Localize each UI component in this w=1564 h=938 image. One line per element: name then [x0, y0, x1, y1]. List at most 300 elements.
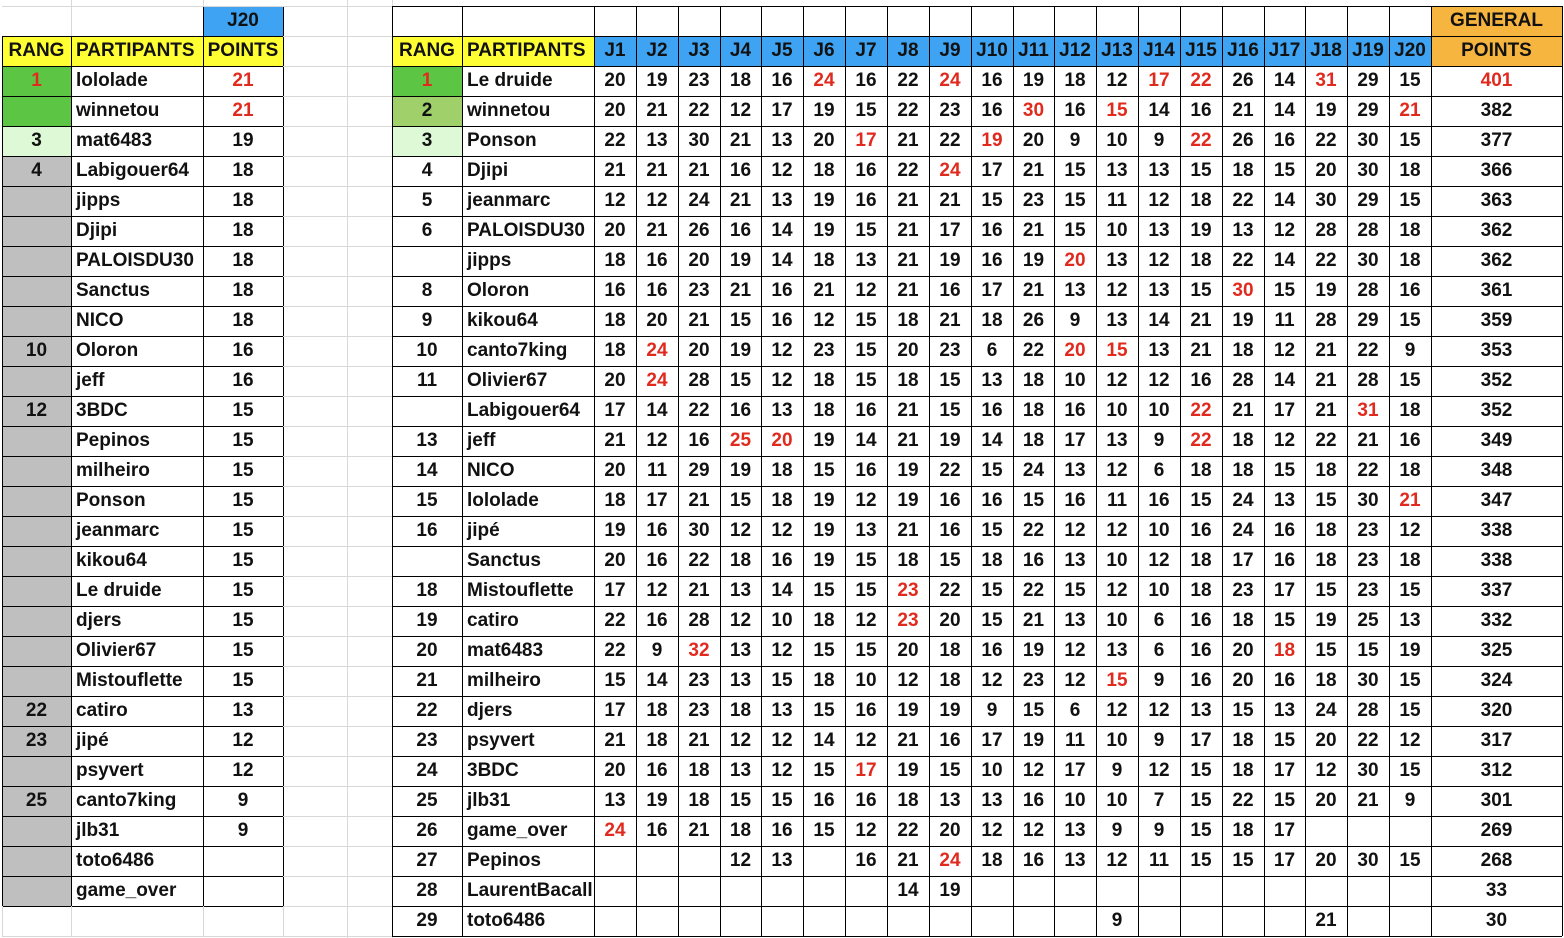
score-cell[interactable]: 18	[604, 310, 626, 331]
score-cell[interactable]	[971, 876, 1013, 906]
score-cell[interactable]: 21	[1022, 610, 1045, 631]
score-cell[interactable]: 12	[813, 310, 835, 331]
score-cell[interactable]: 18	[1064, 70, 1086, 91]
score-cell[interactable]: 24	[939, 70, 961, 91]
total-points-cell[interactable]: 362	[1480, 250, 1513, 271]
score-cell[interactable]: 21	[1315, 400, 1337, 421]
score-cell[interactable]: 17	[1190, 730, 1212, 751]
right-participant-cell[interactable]: lololade	[467, 490, 539, 511]
score-cell[interactable]: 12	[1315, 760, 1337, 781]
right-rank-cell[interactable]: 9	[421, 310, 433, 331]
score-cell[interactable]: 23	[1357, 550, 1379, 571]
right-participant-cell[interactable]: catiro	[467, 610, 519, 631]
left-points-cell[interactable]: 15	[232, 460, 254, 481]
score-cell[interactable]: 19	[939, 250, 961, 271]
score-cell[interactable]: 19	[939, 880, 961, 901]
score-cell[interactable]: 21	[897, 280, 919, 301]
score-cell[interactable]: 23	[688, 670, 710, 691]
score-cell[interactable]: 12	[1106, 580, 1128, 601]
score-cell[interactable]: 23	[939, 100, 961, 121]
score-cell[interactable]: 24	[939, 160, 961, 181]
score-cell[interactable]: 18	[604, 250, 626, 271]
score-cell[interactable]: 12	[1148, 250, 1170, 271]
score-cell[interactable]: 19	[729, 250, 752, 271]
score-cell[interactable]: 10	[1064, 790, 1086, 811]
score-cell[interactable]: 12	[1106, 370, 1128, 391]
score-cell[interactable]: 24	[646, 370, 668, 391]
score-cell[interactable]: 17	[604, 700, 626, 721]
score-cell[interactable]: 14	[855, 430, 877, 451]
score-cell[interactable]: 12	[1106, 520, 1128, 541]
score-cell[interactable]: 15	[981, 460, 1003, 481]
left-rank-cell[interactable]: 4	[2, 156, 71, 186]
score-cell[interactable]	[845, 906, 887, 936]
right-participant-cell[interactable]: jlb31	[467, 790, 511, 811]
left-points-cell[interactable]: 15	[232, 640, 254, 661]
left-rank-cell[interactable]	[2, 96, 71, 126]
score-cell[interactable]: 15	[1315, 640, 1337, 661]
right-rank-cell[interactable]: 21	[416, 670, 438, 691]
score-cell[interactable]: 17	[1273, 580, 1296, 601]
right-participant-cell[interactable]: mat6483	[467, 640, 544, 661]
score-cell[interactable]: 12	[729, 730, 752, 751]
score-cell[interactable]: 16	[1399, 280, 1421, 301]
score-cell[interactable]: 15	[981, 610, 1003, 631]
score-cell[interactable]	[1264, 876, 1305, 906]
left-rank-cell[interactable]	[2, 306, 71, 336]
score-cell[interactable]: 28	[688, 610, 710, 631]
score-cell[interactable]: 23	[1357, 580, 1379, 601]
score-cell[interactable]: 13	[771, 700, 793, 721]
score-cell[interactable]: 22	[1357, 460, 1379, 481]
score-cell[interactable]: 20	[1315, 730, 1337, 751]
score-cell[interactable]: 10	[981, 760, 1003, 781]
score-cell[interactable]: 16	[1190, 670, 1212, 691]
score-cell[interactable]: 12	[855, 820, 877, 841]
score-cell[interactable]: 21	[939, 310, 961, 331]
left-rank-cell[interactable]	[2, 576, 71, 606]
score-cell[interactable]: 20	[646, 310, 668, 331]
score-cell[interactable]: 15	[981, 520, 1003, 541]
score-cell[interactable]	[1389, 816, 1431, 846]
right-rank-cell[interactable]: 19	[416, 610, 438, 631]
score-cell[interactable]	[1138, 906, 1180, 936]
score-cell[interactable]	[929, 906, 971, 936]
score-cell[interactable]: 14	[1148, 100, 1170, 121]
score-cell[interactable]: 13	[1273, 490, 1296, 511]
day-header-j16[interactable]: J16	[1222, 36, 1264, 66]
total-points-cell[interactable]: 348	[1480, 460, 1513, 481]
right-participant-cell[interactable]: jeanmarc	[467, 190, 551, 211]
score-cell[interactable]: 16	[1399, 430, 1421, 451]
score-cell[interactable]: 16	[1148, 490, 1170, 511]
score-cell[interactable]: 15	[813, 760, 835, 781]
score-cell[interactable]: 18	[1232, 730, 1254, 751]
score-cell[interactable]: 12	[1106, 70, 1128, 91]
score-cell[interactable]: 12	[1148, 550, 1170, 571]
right-rank-cell[interactable]	[392, 546, 462, 576]
left-participant-cell[interactable]: catiro	[76, 700, 128, 721]
score-cell[interactable]: 23	[688, 700, 710, 721]
score-cell[interactable]: 16	[855, 160, 877, 181]
total-points-cell[interactable]: 33	[1485, 880, 1508, 901]
score-cell[interactable]: 13	[1106, 250, 1128, 271]
score-cell[interactable]: 18	[1190, 460, 1212, 481]
score-cell[interactable]: 12	[771, 160, 793, 181]
score-cell[interactable]: 12	[1064, 670, 1086, 691]
score-cell[interactable]: 15	[604, 670, 626, 691]
score-cell[interactable]: 15	[1399, 670, 1421, 691]
score-cell[interactable]: 20	[897, 340, 919, 361]
score-cell[interactable]: 25	[729, 430, 752, 451]
score-cell[interactable]: 21	[897, 400, 919, 421]
score-cell[interactable]: 21	[1315, 910, 1337, 931]
left-rank-cell[interactable]	[2, 546, 71, 576]
score-cell[interactable]: 13	[855, 520, 877, 541]
score-cell[interactable]: 11	[646, 460, 668, 481]
score-cell[interactable]: 15	[729, 490, 752, 511]
right-participant-cell[interactable]: Olivier67	[467, 370, 548, 391]
score-cell[interactable]: 22	[1357, 730, 1379, 751]
score-cell[interactable]: 14	[771, 220, 793, 241]
score-cell[interactable]: 22	[1357, 340, 1379, 361]
score-cell[interactable]: 14	[897, 880, 919, 901]
right-participant-cell[interactable]: Oloron	[467, 280, 530, 301]
score-cell[interactable]: 20	[688, 250, 710, 271]
right-participant-cell[interactable]: djers	[467, 700, 513, 721]
score-cell[interactable]: 15	[1190, 280, 1212, 301]
score-cell[interactable]: 18	[1315, 460, 1337, 481]
total-points-cell[interactable]: 30	[1485, 910, 1508, 931]
score-cell[interactable]: 17	[604, 580, 626, 601]
score-cell[interactable]: 15	[981, 580, 1003, 601]
score-cell[interactable]: 12	[771, 370, 793, 391]
score-cell[interactable]: 15	[1190, 160, 1212, 181]
left-points-cell[interactable]: 18	[232, 160, 254, 181]
total-points-cell[interactable]: 349	[1480, 430, 1513, 451]
left-points-cell[interactable]: 18	[232, 220, 254, 241]
score-cell[interactable]: 28	[688, 370, 710, 391]
score-cell[interactable]: 17	[1232, 550, 1254, 571]
score-cell[interactable]: 24	[688, 190, 710, 211]
left-rank-cell[interactable]	[2, 486, 71, 516]
left-rank-cell[interactable]	[2, 366, 71, 396]
right-participant-cell[interactable]: winnetou	[467, 100, 551, 121]
score-cell[interactable]: 15	[855, 220, 877, 241]
total-points-cell[interactable]: 352	[1480, 370, 1513, 391]
score-cell[interactable]: 13	[1148, 340, 1170, 361]
score-cell[interactable]: 12	[1273, 220, 1296, 241]
total-points-cell[interactable]: 325	[1480, 640, 1513, 661]
score-cell[interactable]: 24	[1232, 490, 1254, 511]
total-points-cell[interactable]: 337	[1480, 580, 1513, 601]
score-cell[interactable]: 24	[1232, 520, 1254, 541]
score-cell[interactable]: 18	[1232, 430, 1254, 451]
score-cell[interactable]: 12	[855, 730, 877, 751]
score-cell[interactable]: 21	[897, 520, 919, 541]
total-points-cell[interactable]: 377	[1480, 130, 1513, 151]
left-rank-cell[interactable]	[2, 876, 71, 906]
score-cell[interactable]: 16	[646, 520, 668, 541]
right-participant-cell[interactable]: Ponson	[467, 130, 537, 151]
right-rank-cell[interactable]: 16	[416, 520, 438, 541]
score-cell[interactable]	[594, 876, 636, 906]
score-cell[interactable]: 22	[1232, 250, 1254, 271]
score-cell[interactable]: 15	[1273, 460, 1296, 481]
left-participant-cell[interactable]: canto7king	[76, 790, 177, 811]
left-header-rang[interactable]: RANG	[2, 36, 71, 66]
day-header-j7[interactable]: J7	[845, 36, 887, 66]
score-cell[interactable]: 21	[688, 730, 710, 751]
score-cell[interactable]: 16	[1064, 400, 1086, 421]
score-cell[interactable]: 12	[981, 820, 1003, 841]
score-cell[interactable]: 11	[1148, 850, 1170, 871]
score-cell[interactable]: 15	[813, 580, 835, 601]
left-rank-cell[interactable]	[2, 606, 71, 636]
left-participant-cell[interactable]: jeanmarc	[76, 520, 160, 541]
score-cell[interactable]: 15	[1315, 580, 1337, 601]
score-cell[interactable]: 13	[1064, 460, 1086, 481]
score-cell[interactable]: 13	[729, 670, 752, 691]
score-cell[interactable]: 21	[813, 280, 835, 301]
score-cell[interactable]: 16	[1064, 100, 1086, 121]
score-cell[interactable]: 13	[1148, 160, 1170, 181]
left-points-cell[interactable]: 15	[232, 550, 254, 571]
left-rank-cell[interactable]: 1	[2, 66, 71, 96]
score-cell[interactable]: 18	[1190, 250, 1212, 271]
score-cell[interactable]: 28	[1357, 370, 1379, 391]
left-points-cell[interactable]	[203, 846, 283, 876]
day-header-j6[interactable]: J6	[803, 36, 845, 66]
score-cell[interactable]: 30	[1022, 100, 1045, 121]
score-cell[interactable]: 15	[855, 640, 877, 661]
score-cell[interactable]: 16	[813, 790, 835, 811]
score-cell[interactable]: 16	[939, 730, 961, 751]
score-cell[interactable]: 14	[1273, 70, 1296, 91]
left-participant-cell[interactable]: Sanctus	[76, 280, 150, 301]
score-cell[interactable]: 16	[1273, 520, 1296, 541]
total-points-cell[interactable]: 320	[1480, 700, 1513, 721]
score-cell[interactable]: 21	[688, 490, 710, 511]
score-cell[interactable]: 20	[1022, 130, 1045, 151]
right-rank-cell[interactable]: 10	[416, 340, 438, 361]
score-cell[interactable]: 12	[1106, 700, 1128, 721]
score-cell[interactable]: 17	[1064, 430, 1086, 451]
score-cell[interactable]: 21	[1399, 100, 1421, 121]
score-cell[interactable]: 20	[688, 340, 710, 361]
score-cell[interactable]: 19	[813, 100, 835, 121]
score-cell[interactable]: 13	[1064, 820, 1086, 841]
score-cell[interactable]: 15	[1064, 580, 1086, 601]
score-cell[interactable]	[1054, 906, 1096, 936]
score-cell[interactable]: 15	[813, 700, 835, 721]
right-participant-cell[interactable]: game_over	[467, 820, 568, 841]
score-cell[interactable]: 31	[1357, 400, 1379, 421]
score-cell[interactable]: 10	[1106, 550, 1128, 571]
score-cell[interactable]: 15	[1232, 850, 1254, 871]
score-cell[interactable]: 20	[939, 610, 961, 631]
score-cell[interactable]: 23	[688, 280, 710, 301]
day-header-j19[interactable]: J19	[1347, 36, 1389, 66]
score-cell[interactable]: 19	[897, 490, 919, 511]
score-cell[interactable]: 17	[1064, 760, 1086, 781]
right-participant-cell[interactable]: kikou64	[467, 310, 538, 331]
right-rank-cell[interactable]: 11	[416, 370, 438, 391]
score-cell[interactable]: 23	[897, 580, 919, 601]
score-cell[interactable]: 16	[771, 280, 793, 301]
score-cell[interactable]: 15	[855, 340, 877, 361]
score-cell[interactable]: 21	[646, 220, 668, 241]
score-cell[interactable]: 14	[1148, 310, 1170, 331]
score-cell[interactable]: 18	[1315, 550, 1337, 571]
score-cell[interactable]: 22	[939, 460, 961, 481]
score-cell[interactable]: 20	[1315, 160, 1337, 181]
score-cell[interactable]	[1347, 816, 1389, 846]
left-rank-cell[interactable]: 23	[2, 726, 71, 756]
day-header-j8[interactable]: J8	[887, 36, 929, 66]
score-cell[interactable]: 20	[604, 70, 626, 91]
score-cell[interactable]: 15	[939, 400, 961, 421]
score-cell[interactable]: 18	[1190, 550, 1212, 571]
score-cell[interactable]: 21	[897, 130, 919, 151]
score-cell[interactable]: 19	[939, 700, 961, 721]
score-cell[interactable]: 22	[1232, 790, 1254, 811]
score-cell[interactable]: 14	[771, 250, 793, 271]
score-cell[interactable]: 15	[855, 310, 877, 331]
score-cell[interactable]: 19	[1022, 730, 1045, 751]
score-cell[interactable]: 9	[651, 640, 663, 661]
score-cell[interactable]: 21	[604, 430, 626, 451]
score-cell[interactable]	[1180, 876, 1222, 906]
score-cell[interactable]: 15	[729, 790, 752, 811]
score-cell[interactable]: 22	[897, 820, 919, 841]
score-cell[interactable]: 18	[981, 550, 1003, 571]
right-participant-cell[interactable]: toto6486	[467, 910, 546, 931]
left-participant-cell[interactable]: Oloron	[76, 340, 139, 361]
score-cell[interactable]: 13	[1064, 850, 1086, 871]
score-cell[interactable]: 21	[897, 850, 919, 871]
left-points-cell[interactable]: 13	[232, 700, 254, 721]
left-points-cell[interactable]: 15	[232, 580, 254, 601]
day-header-j2[interactable]: J2	[636, 36, 678, 66]
score-cell[interactable]: 16	[771, 310, 793, 331]
score-cell[interactable]: 10	[855, 670, 877, 691]
score-cell[interactable]: 12	[1106, 280, 1128, 301]
score-cell[interactable]: 16	[688, 430, 710, 451]
score-cell[interactable]: 6	[1153, 460, 1165, 481]
score-cell[interactable]: 12	[1064, 520, 1086, 541]
score-cell[interactable]: 16	[855, 850, 877, 871]
score-cell[interactable]: 12	[1148, 190, 1170, 211]
total-points-cell[interactable]: 268	[1480, 850, 1513, 871]
score-cell[interactable]: 20	[604, 100, 626, 121]
right-rank-cell[interactable]: 24	[416, 760, 438, 781]
left-points-cell[interactable]: 9	[237, 820, 249, 841]
right-participant-cell[interactable]: 3BDC	[467, 760, 519, 781]
total-points-cell[interactable]: 332	[1480, 610, 1513, 631]
general-header[interactable]: GENERAL	[1431, 6, 1562, 36]
right-participant-cell[interactable]: jipps	[467, 250, 512, 271]
score-cell[interactable]: 10	[1148, 580, 1170, 601]
score-cell[interactable]: 20	[604, 550, 626, 571]
left-participant-cell[interactable]: djers	[76, 610, 122, 631]
score-cell[interactable]: 15	[1064, 220, 1086, 241]
score-cell[interactable]	[678, 876, 720, 906]
score-cell[interactable]: 20	[604, 370, 626, 391]
score-cell[interactable]: 16	[1064, 490, 1086, 511]
left-participant-cell[interactable]: Le druide	[76, 580, 162, 601]
score-cell[interactable]: 32	[688, 640, 710, 661]
score-cell[interactable]: 22	[939, 130, 961, 151]
score-cell[interactable]: 15	[939, 370, 961, 391]
right-rank-cell[interactable]: 6	[421, 220, 433, 241]
score-cell[interactable]	[1389, 876, 1431, 906]
score-cell[interactable]: 15	[855, 100, 877, 121]
score-cell[interactable]: 12	[855, 490, 877, 511]
score-cell[interactable]: 12	[855, 610, 877, 631]
score-cell[interactable]	[594, 906, 636, 936]
left-points-cell[interactable]: 9	[237, 790, 249, 811]
score-cell[interactable]: 22	[1190, 70, 1212, 91]
score-cell[interactable]: 18	[939, 670, 961, 691]
score-cell[interactable]: 16	[729, 160, 752, 181]
score-cell[interactable]: 18	[729, 700, 752, 721]
score-cell[interactable]: 19	[1315, 280, 1337, 301]
day-header-j9[interactable]: J9	[929, 36, 971, 66]
left-points-cell[interactable]	[203, 876, 283, 906]
score-cell[interactable]: 30	[1357, 250, 1379, 271]
score-cell[interactable]: 11	[1274, 310, 1295, 331]
total-points-cell[interactable]: 312	[1480, 760, 1513, 781]
score-cell[interactable]	[1138, 876, 1180, 906]
total-points-cell[interactable]: 353	[1480, 340, 1513, 361]
left-rank-cell[interactable]	[2, 666, 71, 696]
score-cell[interactable]: 13	[729, 760, 752, 781]
left-points-cell[interactable]: 21	[232, 100, 254, 121]
score-cell[interactable]: 18	[897, 790, 919, 811]
score-cell[interactable]: 11	[1106, 490, 1128, 511]
score-cell[interactable]: 18	[1399, 400, 1421, 421]
score-cell[interactable]: 10	[1106, 220, 1128, 241]
score-cell[interactable]: 14	[646, 400, 668, 421]
score-cell[interactable]: 15	[1190, 820, 1212, 841]
score-cell[interactable]: 19	[813, 190, 835, 211]
score-cell[interactable]: 28	[1357, 220, 1379, 241]
total-points-cell[interactable]: 338	[1480, 520, 1513, 541]
score-cell[interactable]: 13	[939, 790, 961, 811]
score-cell[interactable]: 18	[646, 730, 668, 751]
left-rank-cell[interactable]	[2, 186, 71, 216]
score-cell[interactable]: 13	[1273, 700, 1296, 721]
score-cell[interactable]: 21	[1399, 490, 1421, 511]
score-cell[interactable]: 30	[1357, 160, 1379, 181]
total-points-cell[interactable]: 347	[1480, 490, 1513, 511]
score-cell[interactable]: 22	[1315, 250, 1337, 271]
left-rank-cell[interactable]	[2, 516, 71, 546]
score-cell[interactable]: 12	[771, 760, 793, 781]
score-cell[interactable]: 18	[1022, 430, 1045, 451]
score-cell[interactable]: 13	[1064, 550, 1086, 571]
score-cell[interactable]	[887, 906, 929, 936]
score-cell[interactable]: 10	[1106, 730, 1128, 751]
right-rank-cell[interactable]: 28	[416, 880, 438, 901]
left-participant-cell[interactable]: game_over	[76, 880, 177, 901]
score-cell[interactable]: 30	[688, 520, 710, 541]
score-cell[interactable]: 15	[1273, 160, 1296, 181]
score-cell[interactable]: 12	[1022, 820, 1045, 841]
score-cell[interactable]: 13	[1148, 280, 1170, 301]
score-cell[interactable]: 14	[981, 430, 1003, 451]
